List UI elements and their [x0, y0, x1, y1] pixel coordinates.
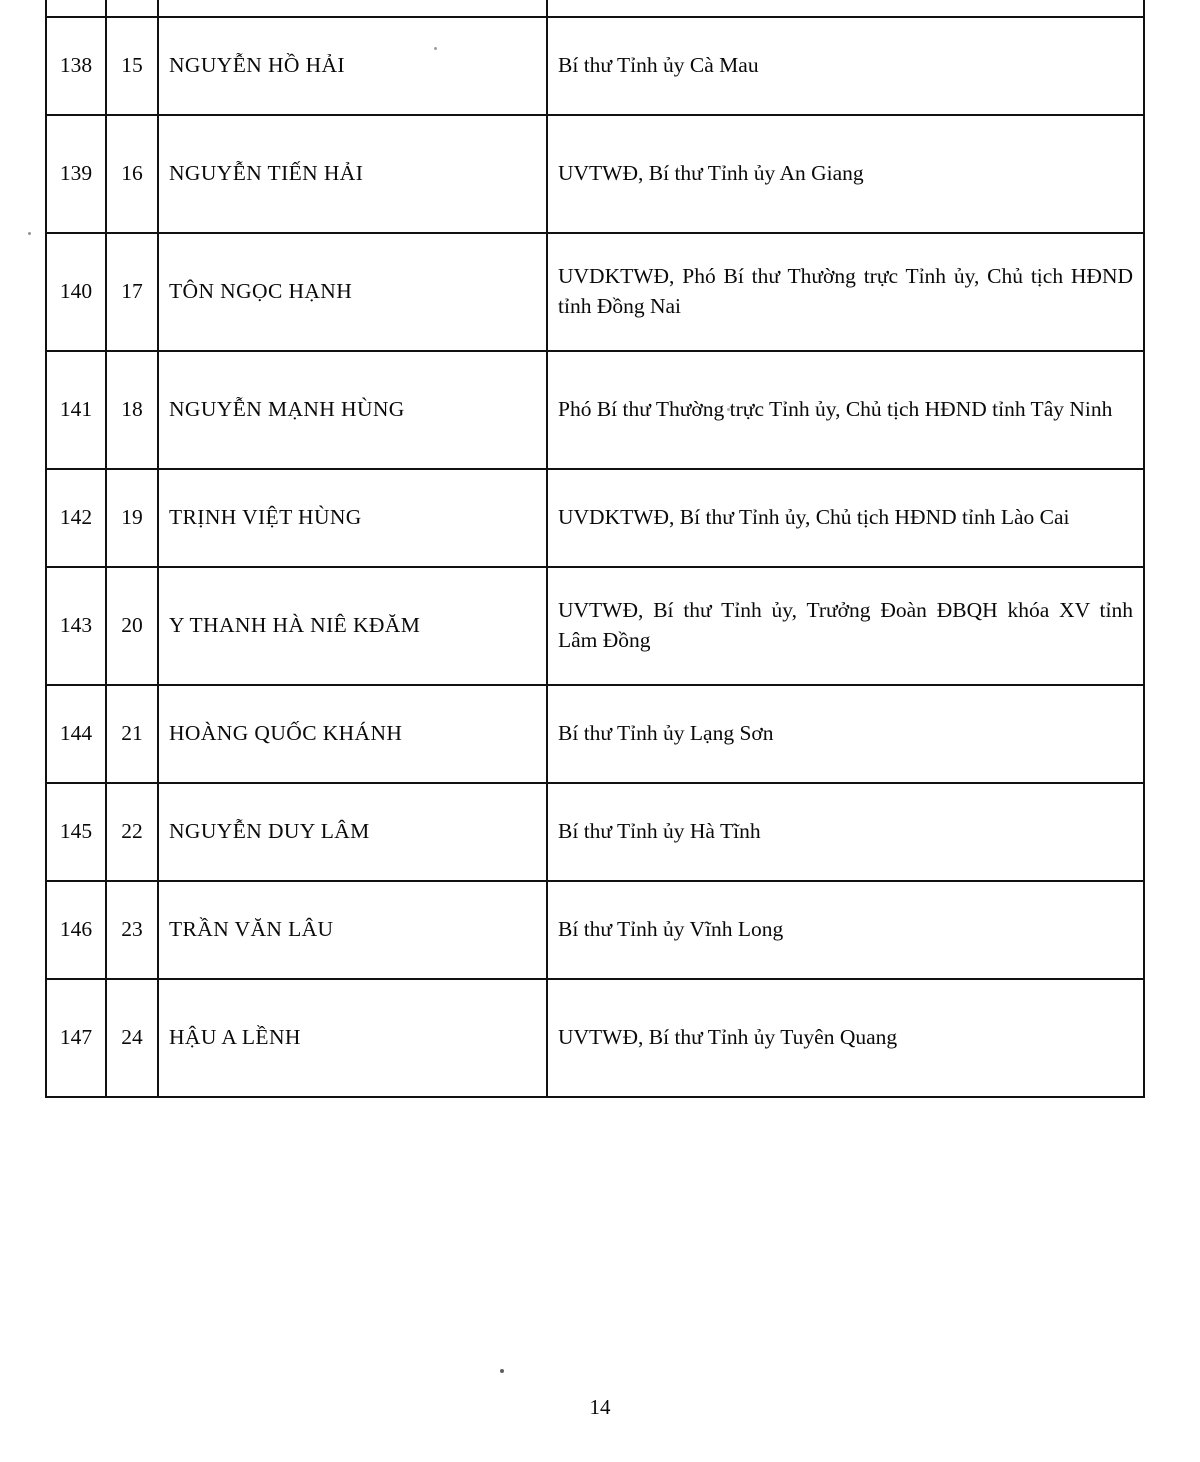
- cell-name: NGUYỄN HỒ HẢI: [158, 17, 547, 115]
- cell-no: 145: [46, 783, 106, 881]
- table-row: [46, 115, 1144, 233]
- cell-name: HOÀNG QUỐC KHÁNH: [158, 685, 547, 783]
- cell-position: UVDKTWĐ, Bí thư Tỉnh ủy, Chủ tịch HĐND tỉnh Lào Cai: [547, 469, 1144, 567]
- cell-position: Phó Bí thư Thường trực Tỉnh ủy, Chủ tịch HĐND tỉnh Tây Ninh: [547, 351, 1144, 469]
- table-row: [46, 233, 1144, 351]
- cell-name: Y THANH HÀ NIÊ KĐĂM: [158, 567, 547, 685]
- table-row: [46, 567, 1144, 685]
- cell-no: 139: [46, 115, 106, 233]
- table-body: [46, 0, 1144, 1097]
- table-row: [46, 685, 1144, 783]
- cell-name: TRẦN VĂN LÂU: [158, 881, 547, 979]
- cell-no: 140: [46, 233, 106, 351]
- table-row-partial: [46, 0, 1144, 17]
- page-number: 14: [589, 1395, 611, 1419]
- cell-sub: [106, 0, 158, 17]
- scan-artifact: [434, 47, 437, 50]
- cell-sub: 16: [106, 115, 158, 233]
- table-row: [46, 17, 1144, 115]
- cell-no: 142: [46, 469, 106, 567]
- cell-position: UVDKTWĐ, Phó Bí thư Thường trực Tỉnh ủy, Chủ tịch HĐND tỉnh Đồng Nai: [547, 233, 1144, 351]
- table-row: [46, 881, 1144, 979]
- cell-position: UVTWĐ, Bí thư Tỉnh ủy Tuyên Quang: [547, 979, 1144, 1097]
- cell-name: TRỊNH VIỆT HÙNG: [158, 469, 547, 567]
- scan-artifact: [500, 1369, 504, 1373]
- cell-no: 141: [46, 351, 106, 469]
- cell-sub: 22: [106, 783, 158, 881]
- scan-artifact: [727, 408, 730, 411]
- cell-no: 143: [46, 567, 106, 685]
- table-row: [46, 783, 1144, 881]
- cell-name: HẬU A LỀNH: [158, 979, 547, 1097]
- cell-sub: 19: [106, 469, 158, 567]
- cell-position: Bí thư Tỉnh ủy Lạng Sơn: [547, 685, 1144, 783]
- cell-name: NGUYỄN DUY LÂM: [158, 783, 547, 881]
- cell-position: UVTWĐ, Bí thư Tỉnh ủy An Giang: [547, 115, 1144, 233]
- cell-position: Bí thư Tỉnh ủy Vĩnh Long: [547, 881, 1144, 979]
- cell-no: 144: [46, 685, 106, 783]
- cell-position: [547, 0, 1144, 17]
- personnel-table: [45, 0, 1145, 1098]
- cell-no: 146: [46, 881, 106, 979]
- cell-sub: 21: [106, 685, 158, 783]
- cell-no: [46, 0, 106, 17]
- cell-name: [158, 0, 547, 17]
- cell-position: UVTWĐ, Bí thư Tỉnh ủy, Trưởng Đoàn ĐBQH khóa XV tỉnh Lâm Đồng: [547, 567, 1144, 685]
- cell-no: 147: [46, 979, 106, 1097]
- table-row: [46, 469, 1144, 567]
- cell-no: 138: [46, 17, 106, 115]
- cell-position: Bí thư Tỉnh ủy Cà Mau: [547, 17, 1144, 115]
- cell-sub: 24: [106, 979, 158, 1097]
- cell-sub: 17: [106, 233, 158, 351]
- cell-sub: 23: [106, 881, 158, 979]
- cell-position: Bí thư Tỉnh ủy Hà Tĩnh: [547, 783, 1144, 881]
- cell-name: TÔN NGỌC HẠNH: [158, 233, 547, 351]
- cell-sub: 20: [106, 567, 158, 685]
- cell-sub: 18: [106, 351, 158, 469]
- table-row: [46, 979, 1144, 1097]
- scan-artifact: [28, 232, 31, 235]
- cell-sub: 15: [106, 17, 158, 115]
- cell-name: NGUYỄN TIẾN HẢI: [158, 115, 547, 233]
- table-row: [46, 351, 1144, 469]
- cell-name: NGUYỄN MẠNH HÙNG: [158, 351, 547, 469]
